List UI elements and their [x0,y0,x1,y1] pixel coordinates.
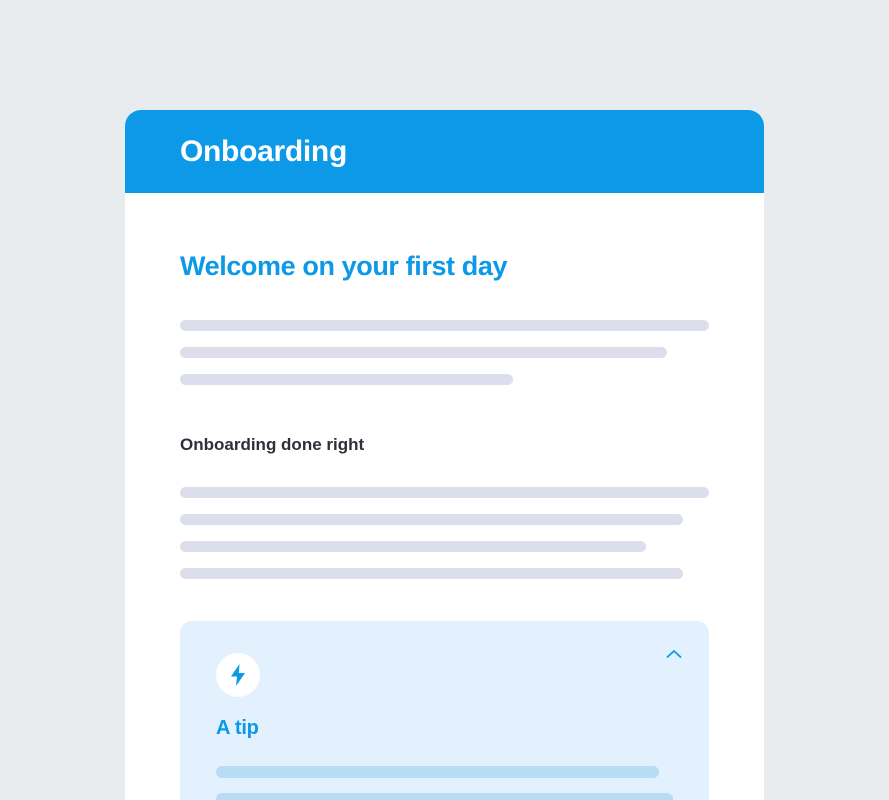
placeholder-line [180,320,709,331]
placeholder-line [216,766,659,778]
placeholder-line [180,374,513,385]
section-subtitle: Onboarding done right [180,435,365,454]
placeholder-line [180,347,667,358]
lightning-bolt-icon [216,653,260,697]
app-card [125,110,764,800]
tip-placeholder-block [216,766,673,800]
app-header [125,110,764,193]
intro-placeholder-block [180,320,709,385]
app-body [125,251,764,800]
chevron-up-icon[interactable] [663,643,685,665]
page-title: Welcome on your first day [180,251,508,281]
app-title: Onboarding [180,134,347,168]
tip-title: A tip [216,717,259,739]
placeholder-line [216,793,673,800]
placeholder-line [180,541,646,552]
placeholder-line [180,487,709,498]
placeholder-line [180,514,683,525]
tip-callout [180,621,709,800]
placeholder-line [180,568,683,579]
body-placeholder-block [180,487,709,579]
